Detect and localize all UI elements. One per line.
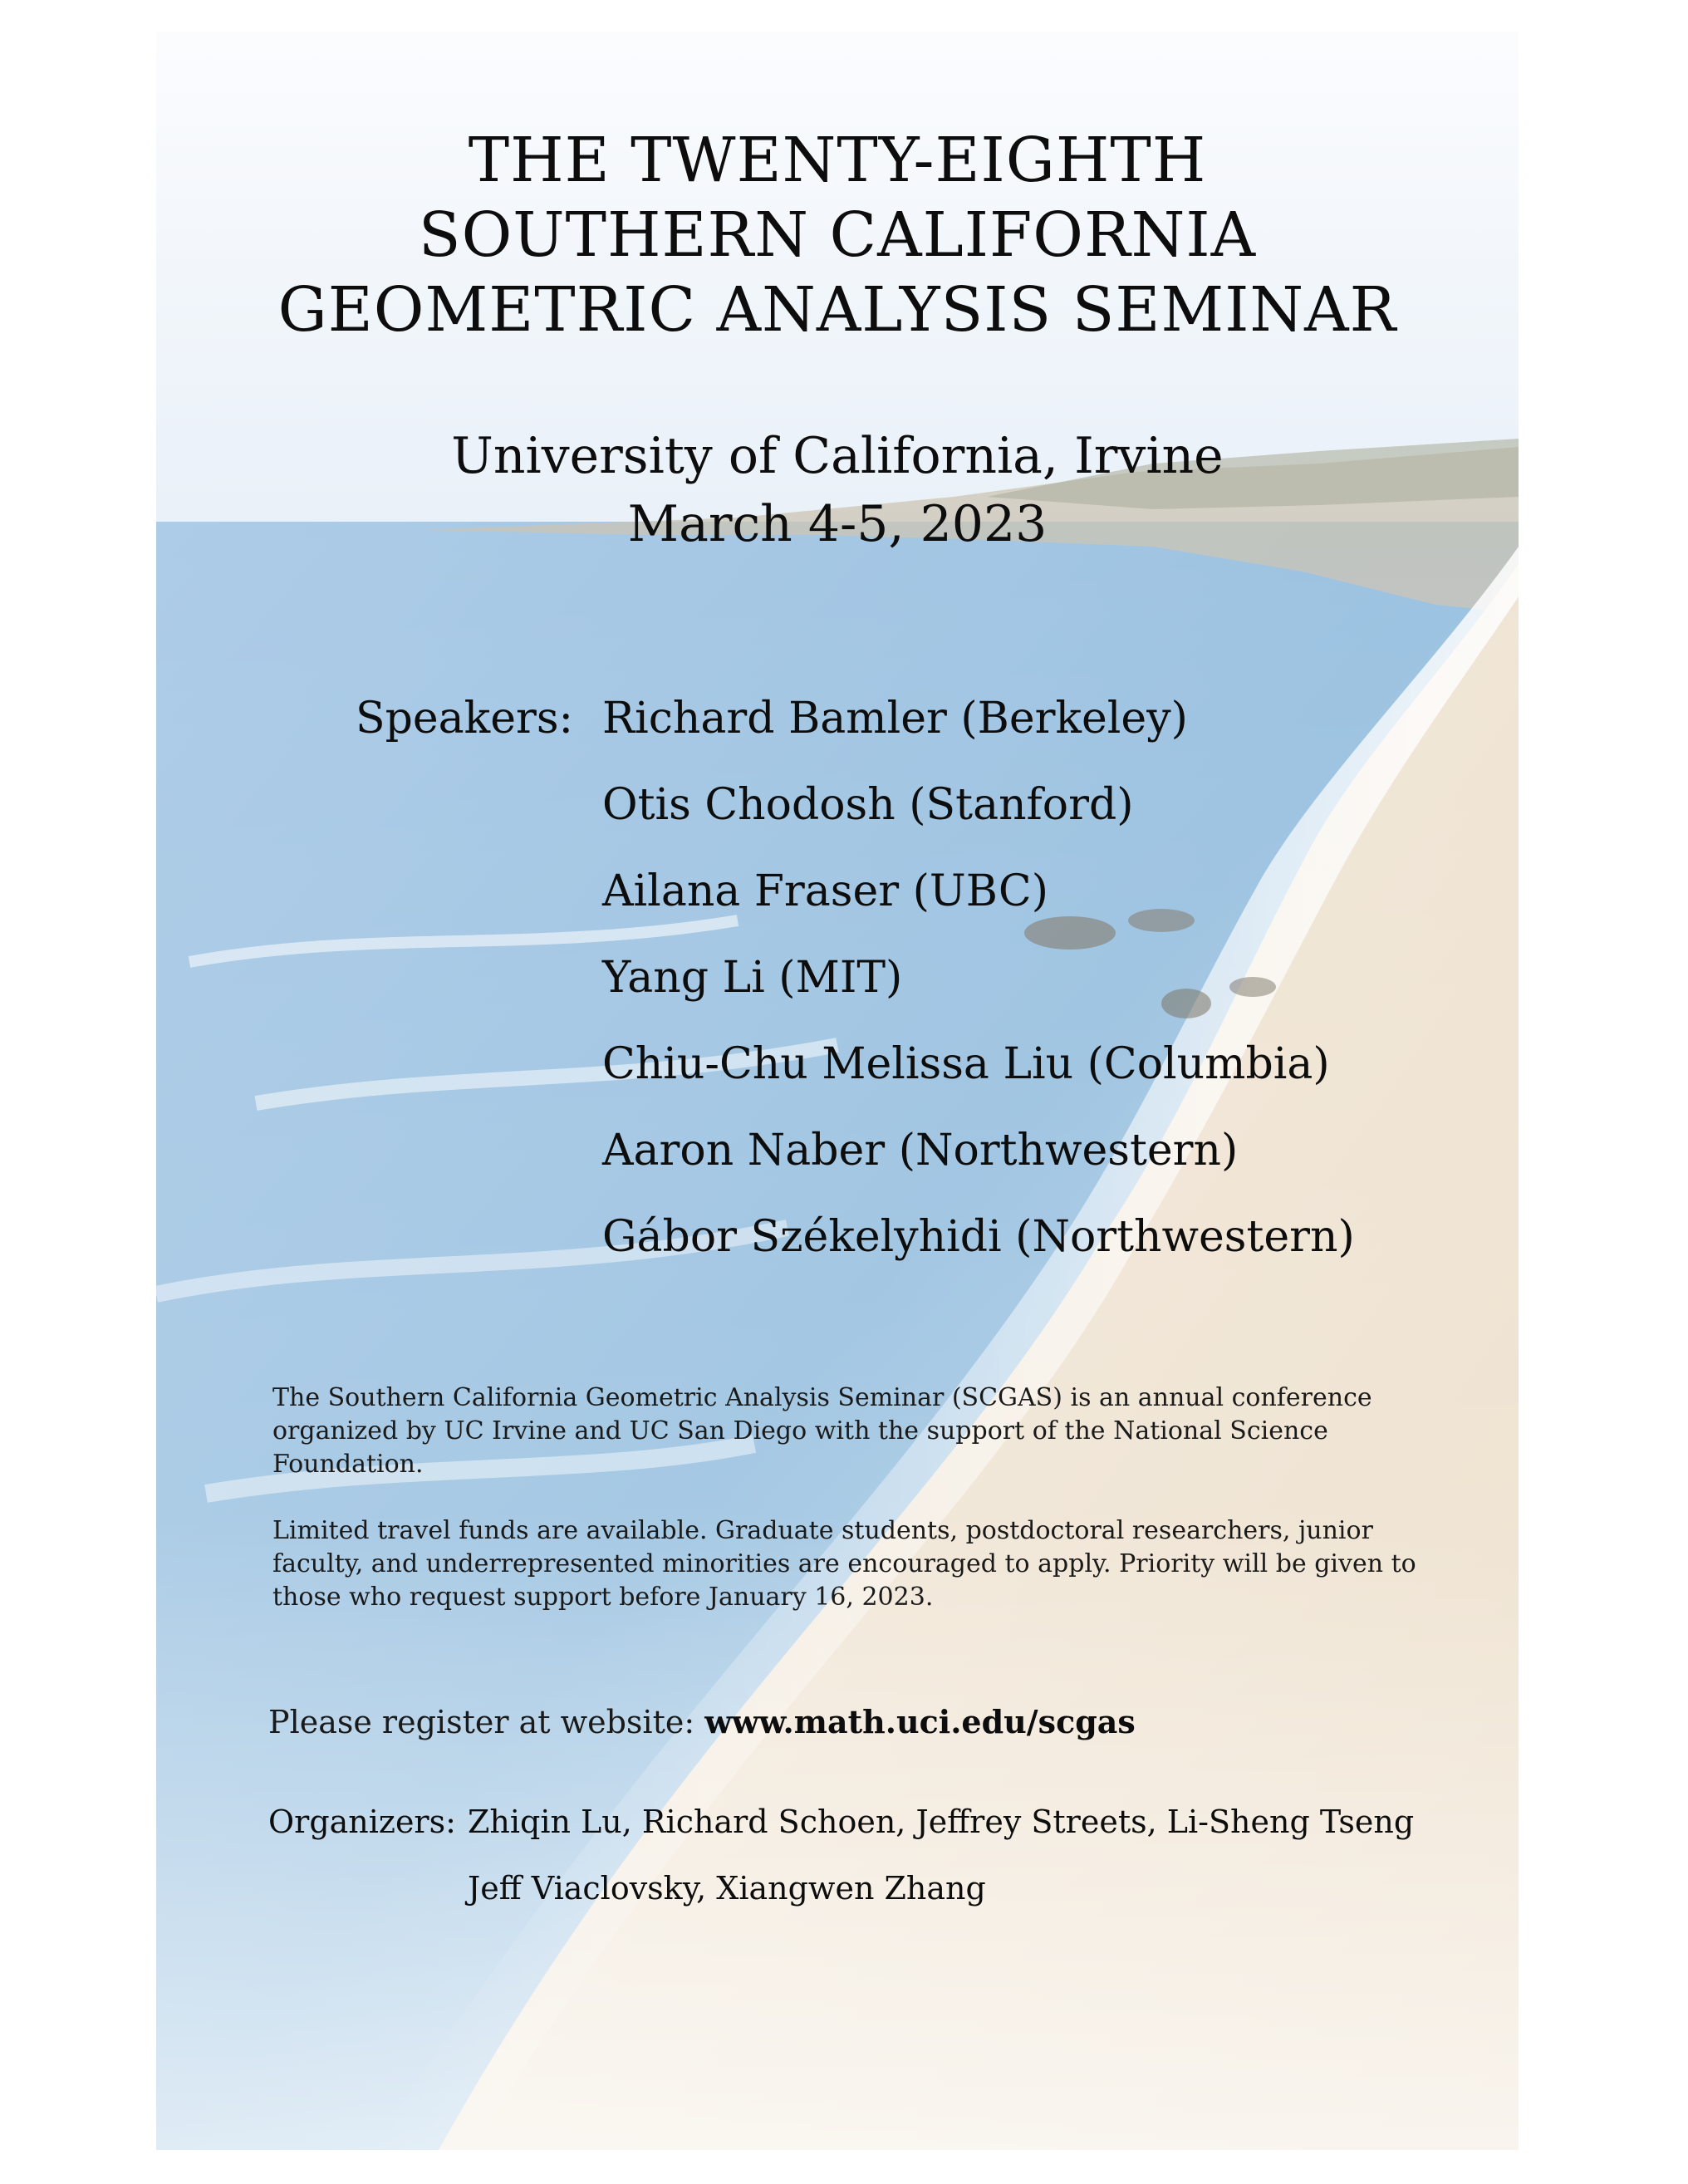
speaker-item: Gábor Székelyhidi (Northwestern) bbox=[602, 1212, 1355, 1262]
speaker-item: Otis Chodosh (Stanford) bbox=[602, 780, 1134, 830]
about-paragraph: The Southern California Geometric Analysis Seminar (SCGAS) is an annual conference organized by UC Irvine and UC San Diego with the support of the National Science Foundation. bbox=[272, 1383, 1372, 1479]
title-line: SOUTHERN CALIFORNIA bbox=[418, 199, 1257, 271]
registration-prefix: Please register at website: bbox=[268, 1704, 705, 1740]
organizers-line: Jeff Viaclovsky, Xiangwen Zhang bbox=[468, 1870, 986, 1907]
speaker-item: Ailana Fraser (UBC) bbox=[602, 866, 1048, 916]
travel-funds-paragraph: Limited travel funds are available. Graduate students, postdoctoral researchers, junior faculty, and underrepresented minorities are encouraged to apply. Priority will be given to those who request support before January 16, 2023. bbox=[272, 1516, 1416, 1612]
registration-url-link[interactable]: www.math.uci.edu/scgas bbox=[704, 1703, 1136, 1740]
speakers-list bbox=[602, 690, 1499, 1294]
venue-info bbox=[156, 422, 1519, 558]
speaker-item: Aaron Naber (Northwestern) bbox=[602, 1126, 1239, 1175]
venue-dates: March 4-5, 2023 bbox=[627, 495, 1048, 553]
poster-content bbox=[156, 32, 1519, 2150]
poster bbox=[156, 32, 1519, 2150]
title-line: GEOMETRIC ANALYSIS SEMINAR bbox=[277, 274, 1397, 346]
title-line: THE TWENTY-EIGHTH bbox=[468, 125, 1207, 196]
speaker-item: Yang Li (MIT) bbox=[602, 953, 903, 1003]
registration-line bbox=[268, 1701, 1136, 1743]
speakers-label: Speakers: bbox=[356, 694, 574, 744]
venue-location: University of California, Irvine bbox=[451, 427, 1224, 485]
speaker-item: Chiu-Chu Melissa Liu (Columbia) bbox=[602, 1039, 1330, 1089]
speaker-item: Richard Bamler (Berkeley) bbox=[602, 694, 1188, 744]
organizers-line: Zhiqin Lu, Richard Schoen, Jeffrey Streets, Li-Sheng Tseng bbox=[468, 1804, 1415, 1840]
organizers-label: Organizers: bbox=[268, 1804, 456, 1840]
seminar-title bbox=[156, 123, 1519, 347]
